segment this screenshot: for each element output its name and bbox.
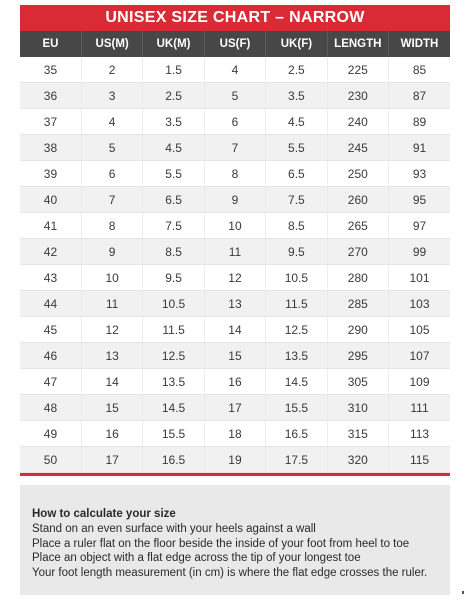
table-cell: 8 xyxy=(204,161,265,187)
table-cell: 9 xyxy=(81,239,142,265)
table-cell: 15.5 xyxy=(143,421,204,447)
table-cell: 12 xyxy=(204,265,265,291)
table-cell: 115 xyxy=(389,447,450,473)
table-row xyxy=(20,109,450,135)
table-cell: 17 xyxy=(204,395,265,421)
table-cell: 18 xyxy=(204,421,265,447)
table-cell: 105 xyxy=(389,317,450,343)
table-row xyxy=(20,421,450,447)
table-cell: 295 xyxy=(327,343,388,369)
table-cell: 87 xyxy=(389,83,450,109)
table-row xyxy=(20,447,450,473)
table-cell: 5 xyxy=(81,135,142,161)
table-cell: 3 xyxy=(81,83,142,109)
instruction-line: Stand on an even surface with your heels against a wall xyxy=(32,523,316,536)
table-cell: 280 xyxy=(327,265,388,291)
table-cell: 11 xyxy=(204,239,265,265)
table-cell: 85 xyxy=(389,57,450,83)
table-cell: 270 xyxy=(327,239,388,265)
table-cell: 36 xyxy=(20,83,81,109)
table-cell: 3.5 xyxy=(143,109,204,135)
table-row xyxy=(20,57,450,83)
table-cell: 5.5 xyxy=(266,135,327,161)
table-row xyxy=(20,395,450,421)
table-cell: 11 xyxy=(81,291,142,317)
column-header: UK(F) xyxy=(266,31,327,57)
table-cell: 39 xyxy=(20,161,81,187)
table-row xyxy=(20,213,450,239)
table-row xyxy=(20,369,450,395)
column-header: LENGTH xyxy=(327,31,388,57)
table-cell: 8 xyxy=(81,213,142,239)
table-row xyxy=(20,343,450,369)
table-cell: 2.5 xyxy=(266,57,327,83)
table-cell: 7.5 xyxy=(266,187,327,213)
column-header: US(M) xyxy=(81,31,142,57)
table-cell: 103 xyxy=(389,291,450,317)
table-cell: 4 xyxy=(81,109,142,135)
table-header-row xyxy=(20,31,450,57)
column-header: UK(M) xyxy=(143,31,204,57)
table-cell: 46 xyxy=(20,343,81,369)
table-cell: 2.5 xyxy=(143,83,204,109)
table-cell: 13.5 xyxy=(266,343,327,369)
table-cell: 9.5 xyxy=(143,265,204,291)
table-cell: 14 xyxy=(81,369,142,395)
table-cell: 19 xyxy=(204,447,265,473)
table-cell: 109 xyxy=(389,369,450,395)
table-cell: 315 xyxy=(327,421,388,447)
table-cell: 10.5 xyxy=(143,291,204,317)
table-cell: 250 xyxy=(327,161,388,187)
table-cell: 305 xyxy=(327,369,388,395)
table-cell: 320 xyxy=(327,447,388,473)
table-row xyxy=(20,291,450,317)
table-cell: 17.5 xyxy=(266,447,327,473)
table-cell: 16.5 xyxy=(143,447,204,473)
table-cell: 310 xyxy=(327,395,388,421)
table-cell: 11.5 xyxy=(266,291,327,317)
chart-title: UNISEX SIZE CHART – NARROW xyxy=(20,5,450,31)
table-cell: 48 xyxy=(20,395,81,421)
table-cell: 93 xyxy=(389,161,450,187)
table-cell: 41 xyxy=(20,213,81,239)
table-cell: 13.5 xyxy=(143,369,204,395)
table-cell: 15 xyxy=(81,395,142,421)
table-cell: 7.5 xyxy=(143,213,204,239)
table-cell: 45 xyxy=(20,317,81,343)
table-cell: 8.5 xyxy=(143,239,204,265)
table-cell: 99 xyxy=(389,239,450,265)
table-cell: 17 xyxy=(81,447,142,473)
table-cell: 2 xyxy=(81,57,142,83)
table-cell: 43 xyxy=(20,265,81,291)
table-cell: 12.5 xyxy=(266,317,327,343)
table-cell: 6 xyxy=(81,161,142,187)
table-cell: 230 xyxy=(327,83,388,109)
instructions-title: How to calculate your size xyxy=(32,508,176,520)
table-cell: 4.5 xyxy=(266,109,327,135)
table-cell: 107 xyxy=(389,343,450,369)
table-cell: 3.5 xyxy=(266,83,327,109)
table-cell: 265 xyxy=(327,213,388,239)
table-cell: 47 xyxy=(20,369,81,395)
chart-bottom-rule xyxy=(20,473,450,476)
table-cell: 7 xyxy=(204,135,265,161)
table-cell: 11.5 xyxy=(143,317,204,343)
table-body xyxy=(20,57,450,473)
table-cell: 6 xyxy=(204,109,265,135)
table-cell: 13 xyxy=(204,291,265,317)
table-cell: 14 xyxy=(204,317,265,343)
table-cell: 49 xyxy=(20,421,81,447)
table-cell: 38 xyxy=(20,135,81,161)
table-cell: 37 xyxy=(20,109,81,135)
table-cell: 101 xyxy=(389,265,450,291)
size-table xyxy=(20,31,450,473)
table-cell: 35 xyxy=(20,57,81,83)
table-row xyxy=(20,83,450,109)
table-cell: 260 xyxy=(327,187,388,213)
table-cell: 245 xyxy=(327,135,388,161)
table-cell: 13 xyxy=(81,343,142,369)
size-chart xyxy=(20,5,450,476)
table-cell: 7 xyxy=(81,187,142,213)
table-row xyxy=(20,265,450,291)
table-cell: 4.5 xyxy=(143,135,204,161)
table-cell: 14.5 xyxy=(266,369,327,395)
table-cell: 42 xyxy=(20,239,81,265)
instructions-list xyxy=(32,522,440,580)
table-cell: 9 xyxy=(204,187,265,213)
instruction-line: Place an object with a flat edge across the tip of your longest toe xyxy=(32,552,361,565)
table-cell: 16.5 xyxy=(266,421,327,447)
table-cell: 290 xyxy=(327,317,388,343)
table-cell: 285 xyxy=(327,291,388,317)
table-cell: 10 xyxy=(204,213,265,239)
table-cell: 1.5 xyxy=(143,57,204,83)
table-cell: 15 xyxy=(204,343,265,369)
column-header: WIDTH xyxy=(389,31,450,57)
table-cell: 111 xyxy=(389,395,450,421)
corner-mark xyxy=(462,591,464,594)
table-row xyxy=(20,135,450,161)
table-row xyxy=(20,239,450,265)
table-cell: 240 xyxy=(327,109,388,135)
table-cell: 4 xyxy=(204,57,265,83)
instructions-box xyxy=(20,485,450,595)
table-row xyxy=(20,161,450,187)
table-cell: 6.5 xyxy=(143,187,204,213)
table-cell: 12.5 xyxy=(143,343,204,369)
table-cell: 97 xyxy=(389,213,450,239)
table-cell: 95 xyxy=(389,187,450,213)
table-cell: 225 xyxy=(327,57,388,83)
instruction-line: Your foot length measurement (in cm) is where the flat edge crosses the ruler. xyxy=(32,566,428,579)
table-cell: 10.5 xyxy=(266,265,327,291)
table-cell: 16 xyxy=(81,421,142,447)
table-cell: 8.5 xyxy=(266,213,327,239)
table-cell: 10 xyxy=(81,265,142,291)
table-cell: 14.5 xyxy=(143,395,204,421)
table-cell: 91 xyxy=(389,135,450,161)
column-header: US(F) xyxy=(204,31,265,57)
table-cell: 50 xyxy=(20,447,81,473)
table-cell: 40 xyxy=(20,187,81,213)
table-cell: 9.5 xyxy=(266,239,327,265)
table-cell: 113 xyxy=(389,421,450,447)
table-cell: 5.5 xyxy=(143,161,204,187)
table-cell: 15.5 xyxy=(266,395,327,421)
table-cell: 12 xyxy=(81,317,142,343)
instruction-line: Place a ruler flat on the floor beside the inside of your foot from heel to toe xyxy=(32,537,410,550)
table-row xyxy=(20,317,450,343)
table-cell: 5 xyxy=(204,83,265,109)
table-row xyxy=(20,187,450,213)
table-cell: 89 xyxy=(389,109,450,135)
table-cell: 6.5 xyxy=(266,161,327,187)
table-cell: 44 xyxy=(20,291,81,317)
column-header: EU xyxy=(20,31,81,57)
table-cell: 16 xyxy=(204,369,265,395)
